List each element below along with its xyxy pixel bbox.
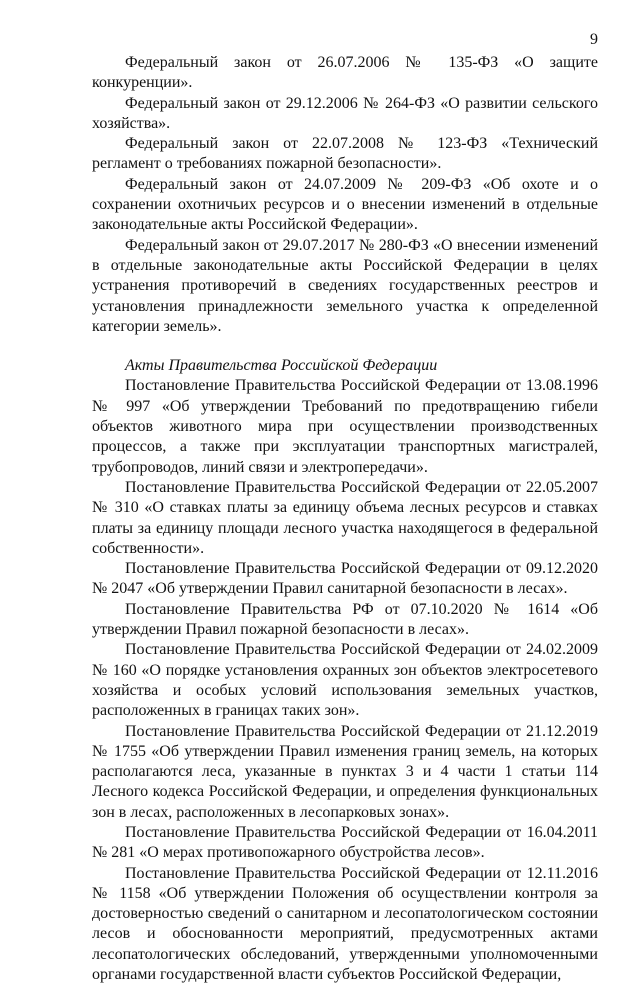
government-act-item: Постановление Правительства Российской Федерации от 16.04.2011 № 281 «О мерах противопожарного обустройства лесов». xyxy=(92,823,598,862)
federal-law-item: Федеральный закон от 26.07.2006 № 135-ФЗ «О защите конкуренции». xyxy=(92,54,598,92)
federal-law-item: Федеральный закон от 22.07.2008 № 123-ФЗ «Технический регламент о требованиях пожарной безопасности». xyxy=(92,135,598,173)
government-act-item: Постановление Правительства Российской Федерации от 09.12.2020 № 2047 «Об утверждении Правил санитарной безопасности в лесах». xyxy=(92,560,598,598)
federal-law-item: Федеральный закон от 24.07.2009 № 209-ФЗ «Об охоте и о сохранении охотничьих ресурсов и о внесении изменений в отдельные законодательные акты Российской Федерации». xyxy=(92,175,598,234)
federal-law-item: Федеральный закон от 29.07.2017 № 280-ФЗ «О внесении изменений в отдельные законодательные акты Российской Федерации в целях устранения противоречий в сведениях государственных реестров и установления принадлежности земельного участка к определенной категории земель». xyxy=(92,236,598,335)
federal-law-item: Федеральный закон от 29.12.2006 № 264-ФЗ «О развитии сельского хозяйства». xyxy=(92,94,598,132)
government-act-item: Постановление Правительства Российской Федерации от 24.02.2009 № 160 «О порядке установления охранных зон объектов электросетевого хозяйства и особых условий использования земельных участков, расположенных в границах таких зон». xyxy=(92,641,598,720)
government-act-item: Постановление Правительства Российской Федерации от 12.11.2016 № 1158 «Об утверждении Положения об осуществлении контроля за достоверностью сведений о санитарном и лесопатологическом состоянии лесов и обоснованности мероприятий, предусмотренных актами лесопатологических обследований, утвержденными уполномоченными органами государственной власти субъектов Российской Федерации, xyxy=(92,864,598,984)
section-heading: Акты Правительства Российской Федерации xyxy=(125,357,438,375)
government-act-item: Постановление Правительства Российской Федерации от 13.08.1996 № 997 «Об утверждении Требований по предотвращению гибели объектов животного мира при осуществлении производственных процессов, а также при эксплуатации транспортных магистралей, трубопроводов, линий связи и электропередачи». xyxy=(92,377,598,476)
page-number: 9 xyxy=(590,31,598,48)
government-act-item: Постановление Правительства РФ от 07.10.2020 № 1614 «Об утверждении Правил пожарной безопасности в лесах». xyxy=(92,600,598,639)
document-body xyxy=(92,53,598,985)
government-act-item: Постановление Правительства Российской Федерации от 22.05.2007 № 310 «О ставках платы за единицу объема лесных ресурсов и ставках платы за единицу площади лесного участка находящегося в федеральной собственности». xyxy=(92,478,598,557)
government-act-item: Постановление Правительства Российской Федерации от 21.12.2019 № 1755 «Об утверждении Правил изменения границ земель, на которых располагаются леса, указанные в пунктах 3 и 4 части 1 статьи 114 Лесного кодекса Российской Федерации, и определения функциональных зон в лесах, расположенных в лесопарковых зонах». xyxy=(92,722,598,821)
